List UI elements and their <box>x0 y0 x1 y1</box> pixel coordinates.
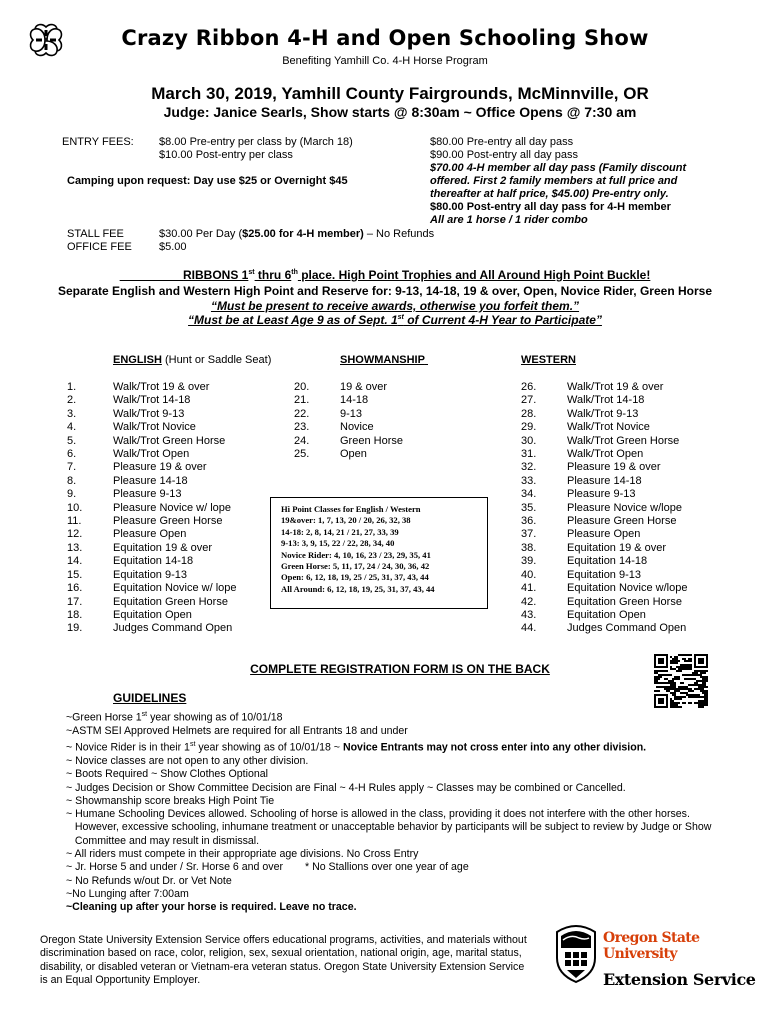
class-number: 39. <box>521 555 537 568</box>
class-number: 4. <box>67 421 77 434</box>
english-class-row <box>67 502 237 515</box>
class-name: Walk/Trot Green Horse <box>113 434 226 447</box>
english-class-row <box>67 488 237 501</box>
class-name: Equitation Green Horse <box>567 595 682 608</box>
stall-fee-a: $30.00 Per Day ( <box>159 228 243 240</box>
class-number: 42. <box>521 595 537 608</box>
class-number: 5. <box>67 434 77 447</box>
english-class-row <box>67 596 237 609</box>
qr-code[interactable] <box>654 654 708 708</box>
class-name: Pleasure 9-13 <box>113 488 182 501</box>
guideline-item: ~ Boots Required ~ Show Clothes Optional <box>66 768 268 781</box>
stall-fee-value <box>159 228 434 241</box>
class-number: 31. <box>521 448 537 461</box>
ribbons-sup-2: th <box>291 269 298 276</box>
class-name: Equitation 9-13 <box>113 568 187 581</box>
nondiscrimination-statement: Oregon State University Extension Service offers educational programs, activities, and materials without discrimination based on race, color, religion, sex, sexual orientation, national origin, age, marital status, disability, or disabled veteran or Vietnam-era veteran status. Oregon State University Extension Service is an Equal Opportunity Employer. <box>40 934 527 987</box>
guideline-item: ~ASTM SEI Approved Helmets are required for all Entrants 18 and under <box>66 724 408 737</box>
western-heading <box>521 354 576 366</box>
class-name: Pleasure 19 & over <box>567 461 661 474</box>
class-name: Walk/Trot 14-18 <box>567 394 645 407</box>
guideline-item: ~ No Refunds w/out Dr. or Vet Note <box>66 874 232 887</box>
guideline-text: ~ Novice Rider is in their 1 <box>66 741 190 754</box>
english-class-row <box>67 542 237 555</box>
hi-point-line: Green Horse: 5, 11, 17, 24 / 24, 30, 36, 42 <box>281 561 430 572</box>
western-class-row <box>521 569 687 582</box>
class-number: 38. <box>521 541 537 554</box>
class-number: 21. <box>294 394 310 407</box>
class-number: 40. <box>521 568 537 581</box>
hi-point-line: 14-18: 2, 8, 14, 21 / 21, 27, 33, 39 <box>281 526 399 537</box>
class-number: 15. <box>67 568 83 581</box>
class-number: 36. <box>521 515 537 528</box>
hi-point-line: All Around: 6, 12, 18, 19, 25, 31, 37, 43, 44 <box>281 583 435 594</box>
ribbons-sup-1: st <box>248 269 255 276</box>
ribbons-text-c: place. High Point Trophies and All Around High Point Buckle! <box>297 268 651 282</box>
class-number: 29. <box>521 421 537 434</box>
age-notice-sup: st <box>397 314 404 321</box>
class-name: Equitation 14-18 <box>113 555 194 568</box>
class-name: Pleasure Novice w/ lope <box>113 501 232 514</box>
class-number: 2. <box>67 394 77 407</box>
western-class-row <box>521 448 687 461</box>
class-name: Walk/Trot Novice <box>567 421 650 434</box>
class-number: 35. <box>521 501 537 514</box>
english-class-list <box>67 381 237 636</box>
page-title: Crazy Ribbon 4-H and Open Schooling Show <box>121 26 649 50</box>
english-class-row <box>67 555 237 568</box>
osu-extension: Extension Service <box>603 970 756 989</box>
class-name: Equitation Novice w/ lope <box>113 582 237 595</box>
class-name: Pleasure 9-13 <box>567 488 636 501</box>
guideline-item: ~ Humane Schooling Devices allowed. Schooling of horse is allowed in the class, providing it does not interfere with the other horses. <box>66 808 690 821</box>
family-pass-line-3: thereafter at half price, $45.00) Pre-entry only. <box>430 188 669 200</box>
hi-point-classes-box <box>270 497 488 609</box>
stall-fee-member: $25.00 for 4-H member) <box>242 228 364 240</box>
class-name: Walk/Trot 9-13 <box>113 407 185 420</box>
english-class-row <box>67 408 237 421</box>
english-heading-sub: (Hunt or Saddle Seat) <box>161 354 272 366</box>
guideline-item: ~ Showmanship score breaks High Point Tie <box>66 794 275 807</box>
page-subtitle: Benefiting Yamhill Co. 4-H Horse Program <box>282 55 488 67</box>
english-class-row <box>67 381 237 394</box>
class-number: 14. <box>67 555 83 568</box>
class-number: 1. <box>67 381 77 393</box>
class-name: Pleasure 19 & over <box>113 461 207 474</box>
class-number: 17. <box>67 595 83 608</box>
entry-fee-pre: $8.00 Pre-entry per class by (March 18) <box>159 136 353 148</box>
class-name: Equitation 14-18 <box>567 555 648 568</box>
class-name: 14-18 <box>340 394 369 407</box>
class-name: Equitation Open <box>567 608 646 621</box>
class-name: Pleasure Green Horse <box>113 515 223 528</box>
class-number: 12. <box>67 528 83 541</box>
class-name: Pleasure Open <box>113 528 187 541</box>
class-name: Equitation 19 & over <box>567 541 667 554</box>
class-name: Equitation Novice w/lope <box>567 582 688 595</box>
western-class-row <box>521 609 687 622</box>
class-name: 9-13 <box>340 407 363 420</box>
class-number: 8. <box>67 474 77 487</box>
english-class-row <box>67 582 237 595</box>
class-number: 11. <box>67 515 82 528</box>
guideline-item <box>66 708 766 725</box>
english-class-row <box>67 421 237 434</box>
combo-note: All are 1 horse / 1 rider combo <box>430 214 588 226</box>
western-class-row <box>521 475 687 488</box>
class-number: 16. <box>67 582 83 595</box>
class-number: 23. <box>294 421 310 434</box>
western-heading-label: WESTERN <box>521 354 576 366</box>
hi-point-line: 9-13: 3, 9, 15, 22 / 22, 28, 34, 40 <box>281 538 395 549</box>
showmanship-class-row <box>294 408 403 421</box>
present-notice: “Must be present to receive awards, otherwise you forfeit them.” <box>210 299 580 313</box>
class-number: 30. <box>521 434 537 447</box>
western-class-row <box>521 488 687 501</box>
class-name: Novice <box>340 421 374 434</box>
class-number: 24. <box>294 434 310 447</box>
class-name: Walk/Trot Open <box>113 448 190 461</box>
guidelines-list <box>66 708 766 915</box>
class-name: Walk/Trot Novice <box>113 421 196 434</box>
class-number: 27. <box>521 394 537 407</box>
western-class-row <box>521 596 687 609</box>
camping-fees: Camping upon request: Day use $25 or Overnight $45 <box>67 175 348 187</box>
class-number: 34. <box>521 488 537 501</box>
class-number: 22. <box>294 407 310 420</box>
class-name: Walk/Trot 14-18 <box>113 394 191 407</box>
age-notice <box>10 313 770 327</box>
class-number: 18. <box>67 608 83 621</box>
english-class-row <box>67 394 237 407</box>
high-point-divisions: Separate English and Western High Point and Reserve for: 9-13, 14-18, 19 & over, Open, Novice Rider, Green Horse <box>58 284 712 298</box>
english-class-row <box>67 609 237 622</box>
western-class-row <box>521 381 687 394</box>
class-name: Walk/Trot 9-13 <box>567 407 639 420</box>
western-class-row <box>521 555 687 568</box>
class-name: Equitation Open <box>113 608 192 621</box>
english-class-row <box>67 528 237 541</box>
osu-logo-icon <box>551 918 601 984</box>
english-class-row <box>67 622 237 635</box>
day-pass-pre: $80.00 Pre-entry all day pass <box>430 136 574 148</box>
western-class-row <box>521 582 687 595</box>
class-name: Equitation 9-13 <box>567 568 641 581</box>
class-name: Walk/Trot Open <box>567 448 644 461</box>
class-number: 44. <box>521 622 537 635</box>
member-pass: $80.00 Post-entry all day pass for 4-H member <box>430 201 671 213</box>
osu-wordmark <box>603 930 763 989</box>
office-fee-value: $5.00 <box>159 241 187 253</box>
ribbons-text-b: thru 6 <box>254 268 292 282</box>
showmanship-class-row <box>294 394 403 407</box>
class-number: 9. <box>67 488 77 501</box>
english-class-row <box>67 515 237 528</box>
guideline-item: ~No Lunging after 7:00am <box>66 887 189 900</box>
western-class-row <box>521 408 687 421</box>
class-name: Green Horse <box>340 434 403 447</box>
guideline-item <box>66 861 766 874</box>
showmanship-class-row <box>294 421 403 434</box>
guideline-item: Committee and may result in dismissal. <box>66 834 260 847</box>
family-pass-line-2: offered. First 2 family members at full price and <box>430 175 678 187</box>
class-name: Pleasure 14-18 <box>113 474 188 487</box>
hi-point-line: Novice Rider: 4, 10, 16, 23 / 23, 29, 35, 41 <box>281 549 431 560</box>
guideline-text: ~Green Horse 1 <box>66 711 142 724</box>
english-class-row <box>67 461 237 474</box>
guideline-item: ~ Novice classes are not open to any other division. <box>66 754 309 767</box>
guideline-sup: st <box>141 711 148 718</box>
english-heading <box>113 354 271 366</box>
guideline-bold: Novice Entrants may not cross enter into any other division. <box>342 741 647 754</box>
showmanship-class-row <box>294 435 403 448</box>
class-name: Pleasure Green Horse <box>567 515 677 528</box>
guideline-item: ~ All riders must compete in their appropriate age divisions. No Cross Entry <box>66 848 419 861</box>
class-number: 32. <box>521 461 537 474</box>
showmanship-heading <box>340 354 428 366</box>
class-number: 10. <box>67 501 83 514</box>
class-name: Pleasure 14-18 <box>567 474 642 487</box>
hi-point-line: 19&over: 1, 7, 13, 20 / 20, 26, 32, 38 <box>281 515 411 526</box>
guideline-text: year showing as of 10/01/18 ~ <box>195 741 343 754</box>
class-name: Judges Command Open <box>567 622 687 635</box>
western-class-row <box>521 394 687 407</box>
western-class-row <box>521 622 687 635</box>
guideline-text: ~ Jr. Horse 5 and under / Sr. Horse 6 and over <box>66 861 283 874</box>
class-name: 19 & over <box>340 381 388 393</box>
class-name: Pleasure Novice w/lope <box>567 501 682 514</box>
class-number: 26. <box>521 381 537 393</box>
osu-name: Oregon State University <box>603 930 700 962</box>
class-name: Pleasure Open <box>567 528 641 541</box>
event-date-location: March 30, 2019, Yamhill County Fairgrounds, McMinnville, OR <box>151 84 649 103</box>
ribbons-prefix-pad <box>120 268 183 282</box>
english-class-row <box>67 569 237 582</box>
ribbons-text-a: RIBBONS 1 <box>183 268 249 282</box>
western-class-row <box>521 421 687 434</box>
class-number: 7. <box>67 461 77 474</box>
english-class-row <box>67 475 237 488</box>
western-class-row <box>521 435 687 448</box>
stall-fee-c: – No Refunds <box>363 228 435 240</box>
class-number: 25. <box>294 448 310 461</box>
guideline-sup: st <box>189 741 196 749</box>
office-fee-label: OFFICE FEE <box>67 241 132 253</box>
entry-fees-label: ENTRY FEES: <box>62 136 134 148</box>
class-name: Equitation Green Horse <box>113 595 228 608</box>
class-name: Walk/Trot Green Horse <box>567 434 680 447</box>
class-name: Judges Command Open <box>113 622 233 635</box>
western-class-row <box>521 542 687 555</box>
guideline-text: year showing as of 10/01/18 <box>147 711 283 724</box>
hi-point-title: Hi Point Classes for English / Western <box>281 504 421 514</box>
age-notice-a: “Must be at Least Age 9 as of Sept. 1 <box>188 313 398 327</box>
judge-and-times: Judge: Janice Searls, Show starts @ 8:30am ~ Office Opens @ 7:30 am <box>163 104 637 120</box>
class-name: Walk/Trot 19 & over <box>567 381 664 393</box>
class-number: 28. <box>521 407 537 420</box>
class-number: 3. <box>67 407 77 420</box>
hi-point-line: Open: 6, 12, 18, 19, 25 / 25, 31, 37, 43, 44 <box>281 572 429 583</box>
guidelines-heading: GUIDELINES <box>113 691 187 705</box>
class-number: 20. <box>294 381 310 393</box>
showmanship-class-list <box>294 381 403 461</box>
ribbons-line <box>0 268 770 282</box>
guideline-text: * No Stallions over one year of age <box>305 861 469 874</box>
english-class-row <box>67 435 237 448</box>
guideline-item <box>66 738 766 755</box>
western-class-row <box>521 515 687 528</box>
family-pass-line-1: $70.00 4-H member all day pass (Family discount <box>430 162 687 174</box>
class-name: Equitation 19 & over <box>113 541 213 554</box>
western-class-row <box>521 461 687 474</box>
guideline-item: ~Cleaning up after your horse is required. Leave no trace. <box>66 901 357 914</box>
class-number: 41. <box>521 582 537 595</box>
registration-form-notice: COMPLETE REGISTRATION FORM IS ON THE BACK <box>250 662 550 676</box>
showmanship-heading-label: SHOWMANSHIP <box>340 354 425 366</box>
english-heading-label: ENGLISH <box>113 354 162 366</box>
class-number: 13. <box>67 541 83 554</box>
english-class-row <box>67 448 237 461</box>
age-notice-b: of Current 4-H Year to Participate” <box>403 313 602 327</box>
class-number: 6. <box>67 448 77 461</box>
class-number: 37. <box>521 528 537 541</box>
showmanship-heading-pad <box>425 354 428 366</box>
class-name: Walk/Trot 19 & over <box>113 381 210 393</box>
class-number: 19. <box>67 622 83 635</box>
western-class-row <box>521 528 687 541</box>
showmanship-class-row <box>294 448 403 461</box>
showmanship-class-row <box>294 381 403 394</box>
western-class-list <box>521 381 687 636</box>
guideline-item: However, excessive schooling, inhumane treatment or unacceptable behavior by participants will be subject to review by Judge or Show <box>66 821 712 834</box>
class-name: Open <box>340 448 367 461</box>
day-pass-post: $90.00 Post-entry all day pass <box>430 149 578 161</box>
class-number: 33. <box>521 474 537 487</box>
stall-fee-label: STALL FEE <box>67 228 124 240</box>
entry-fee-post: $10.00 Post-entry per class <box>159 149 293 161</box>
western-class-row <box>521 502 687 515</box>
guideline-item: ~ Judges Decision or Show Committee Decision are Final ~ 4-H Rules apply ~ Classes may be combined or Cancelled. <box>66 781 626 794</box>
class-number: 43. <box>521 608 537 621</box>
